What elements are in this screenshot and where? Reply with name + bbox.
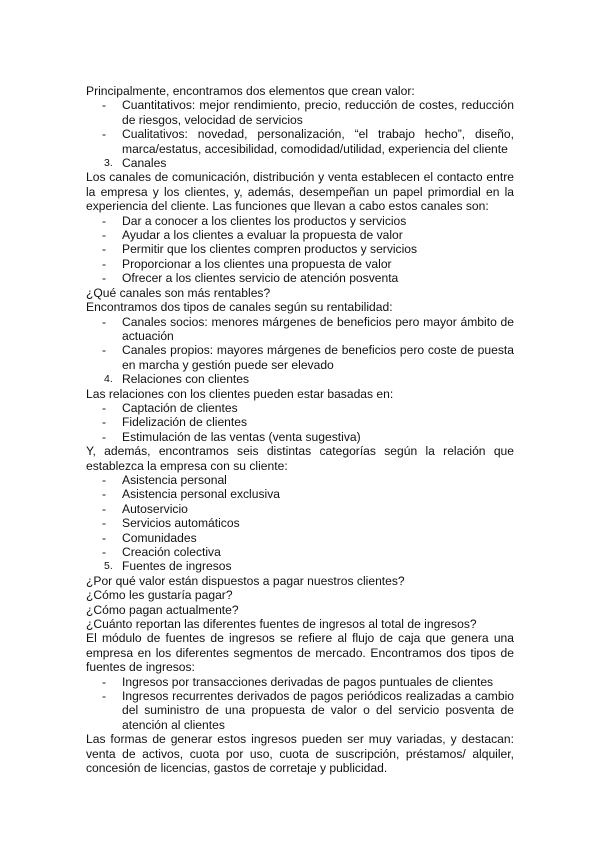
section-number: 4. <box>104 373 113 386</box>
section-number: 5. <box>104 560 113 573</box>
channel-functions-list <box>86 214 514 286</box>
dash-marker: - <box>102 213 107 228</box>
forms-paragraph: Las formas de generar estos ingresos pueden ser muy variadas, y destacan: venta de activos, cuota por uso, cuota de suscripción, préstamos/ alquiler, concesión de licencias, gastos de corretaje y publicidad. <box>86 732 514 776</box>
dash-marker: - <box>102 343 107 358</box>
question-line: ¿Cómo les gustaría pagar? <box>86 588 233 603</box>
list-item <box>86 98 514 127</box>
dash-marker: - <box>102 530 107 545</box>
value-list <box>86 98 514 156</box>
dash-marker: - <box>102 545 107 559</box>
list-item-text: Creación colectiva <box>122 545 221 559</box>
dash-marker: - <box>102 400 107 415</box>
list-item-text: Canales propios: mayores márgenes de beneficios pero coste de puesta en marcha y gestión puede ser elevado <box>122 343 514 372</box>
document-page <box>86 84 514 776</box>
list-item <box>86 257 514 271</box>
list-item <box>86 415 514 429</box>
list-item-text: Autoservicio <box>122 501 188 516</box>
list-item-text: Comunidades <box>122 530 197 545</box>
channel-types-list <box>86 315 514 373</box>
dash-marker: - <box>102 256 107 271</box>
list-item-text: Asistencia personal <box>122 472 227 487</box>
section-title: Canales <box>122 156 167 171</box>
list-item-text: Proporcionar a los clientes una propuesta de valor <box>122 256 392 271</box>
list-item <box>86 315 514 344</box>
list-item <box>86 473 514 487</box>
list-item-text: Fidelización de clientes <box>122 415 248 430</box>
section-heading-relaciones <box>86 372 514 386</box>
dash-marker: - <box>102 271 107 286</box>
dash-marker: - <box>102 487 107 502</box>
list-item-text: Captación de clientes <box>122 400 238 415</box>
channels-paragraph: Los canales de comunicación, distribución y venta establecen el contacto entre la empresa y los clientes, y, además, desempeñan un papel primordial en la experiencia del cliente. Las funciones que llevan a cabo estos canales son: <box>86 170 514 214</box>
list-item-text: Estimulación de las ventas (venta sugestiva) <box>122 429 361 444</box>
list-item <box>86 487 514 501</box>
list-item-text: Cualitativos: novedad, personalización, “el trabajo hecho”, diseño, marca/estatus, accesibilidad, comodidad/utilidad, experiencia del cliente <box>122 127 514 156</box>
list-item-text: Canales socios: menores márgenes de beneficios pero mayor ámbito de actuación <box>122 314 514 343</box>
two-types-paragraph: Encontramos dos tipos de canales según su rentabilidad: <box>86 300 393 315</box>
list-item-text: Permitir que los clientes compren productos y servicios <box>122 242 418 257</box>
section-title: Relaciones con clientes <box>122 372 250 387</box>
dash-marker: - <box>102 516 107 531</box>
dash-marker: - <box>102 127 107 142</box>
list-item-text: Ingresos por transacciones derivadas de pagos puntuales de clientes <box>122 674 494 689</box>
intro-paragraph: Principalmente, encontramos dos elementos que crean valor: <box>86 84 415 98</box>
list-item-text: Ingresos recurrentes derivados de pagos periódicos realizadas a cambio del suministro de una propuesta de valor o del servicio posventa de atención al clientes <box>122 689 514 732</box>
dash-marker: - <box>102 674 107 689</box>
dash-marker: - <box>102 501 107 516</box>
dash-marker: - <box>102 98 107 113</box>
list-item <box>86 675 514 689</box>
dash-marker: - <box>102 472 107 487</box>
six-categories-paragraph: Y, además, encontramos seis distintas categorías según la relación que establezca la empresa con su cliente: <box>86 444 514 473</box>
list-item <box>86 127 514 156</box>
list-item-text: Ofrecer a los clientes servicio de atención posventa <box>122 271 399 286</box>
income-paragraph: El módulo de fuentes de ingresos se refiere al flujo de caja que genera una empresa en los diferentes segmentos de mercado. Encontramos dos tipos de fuentes de ingresos: <box>86 631 514 675</box>
question-line: ¿Cómo pagan actualmente? <box>86 602 239 617</box>
dash-marker: - <box>102 314 107 329</box>
question-profitable: ¿Qué canales son más rentables? <box>86 285 271 300</box>
section-title: Fuentes de ingresos <box>122 559 232 574</box>
question-line: ¿Cuánto reportan las diferentes fuentes de ingresos al total de ingresos? <box>86 617 477 632</box>
list-item <box>86 214 514 228</box>
list-item-text: Servicios automáticos <box>122 516 240 531</box>
relations-paragraph: Las relaciones con los clientes pueden estar basadas en: <box>86 386 394 401</box>
list-item <box>86 242 514 256</box>
list-item-text: Dar a conocer a los clientes los productos y servicios <box>122 213 407 228</box>
dash-marker: - <box>102 228 107 243</box>
section-heading-canales <box>86 156 514 170</box>
list-item <box>86 531 514 545</box>
list-item <box>86 228 514 242</box>
list-item-text: Ayudar a los clientes a evaluar la propuesta de valor <box>122 228 403 243</box>
income-types-list <box>86 675 514 733</box>
section-heading-ingresos <box>86 559 514 573</box>
question-line: ¿Por qué valor están dispuestos a pagar nuestros clientes? <box>86 573 405 588</box>
list-item-text: Cuantitativos: mejor rendimiento, precio, reducción de costes, reducción de riesgos, velocidad de servicios <box>122 98 514 127</box>
dash-marker: - <box>102 415 107 430</box>
list-item <box>86 271 514 285</box>
dash-marker: - <box>102 689 107 704</box>
dash-marker: - <box>102 242 107 257</box>
list-item <box>86 430 514 444</box>
list-item <box>86 689 514 732</box>
list-item <box>86 401 514 415</box>
section-number: 3. <box>104 157 113 170</box>
relation-bases-list <box>86 401 514 444</box>
list-item <box>86 516 514 530</box>
list-item-text: Asistencia personal exclusiva <box>122 487 280 502</box>
list-item <box>86 343 514 372</box>
list-item <box>86 502 514 516</box>
relation-categories-list <box>86 473 514 559</box>
dash-marker: - <box>102 429 107 444</box>
list-item <box>86 545 514 559</box>
